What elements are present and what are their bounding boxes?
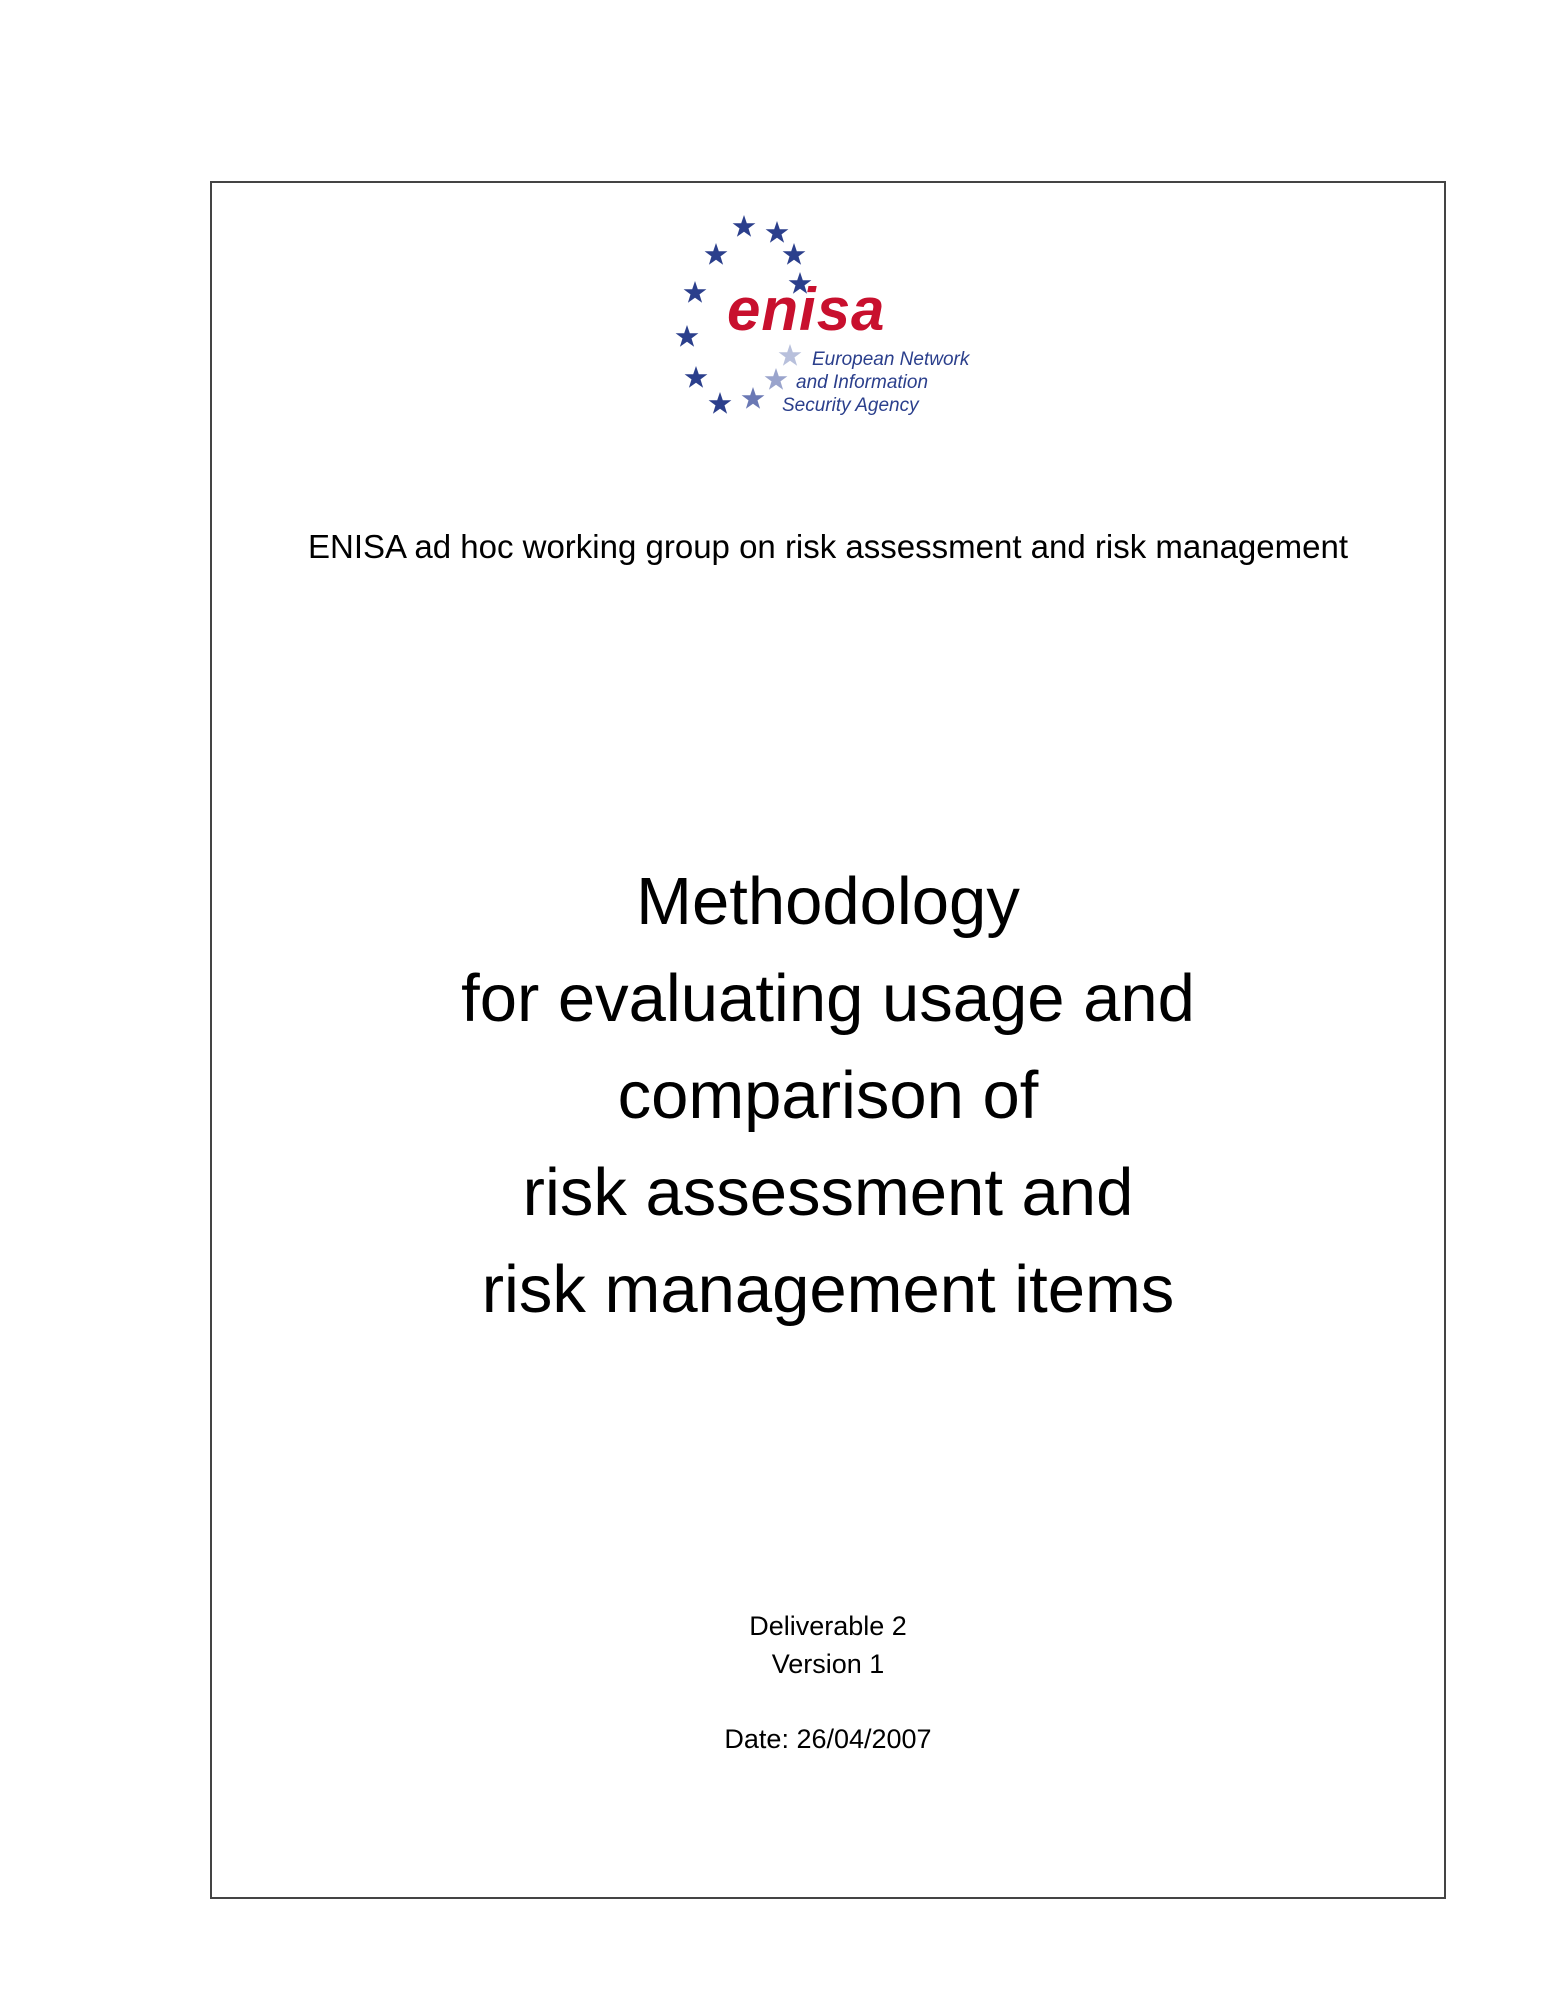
document-title [210,853,1446,1338]
deliverable-label: Deliverable 2 [749,1611,907,1641]
document-info [210,1607,1446,1758]
date-label: Date: 26/04/2007 [724,1724,932,1754]
title-line: risk assessment and [522,1155,1134,1230]
logo-tagline-line-1: European Network [812,349,970,370]
logo-tagline-line-3: Security Agency [782,395,919,416]
title-line: for evaluating usage and [461,961,1195,1036]
version-label: Version 1 [771,1649,885,1679]
enisa-logo [655,210,1005,435]
enisa-wordmark: enisa [727,276,886,343]
title-line: Methodology [636,864,1020,939]
logo-tagline-line-2: and Information [796,372,929,393]
title-line: risk management items [481,1252,1175,1327]
working-group-heading: ENISA ad hoc working group on risk assessment and risk management [307,528,1348,565]
title-line: comparison of [617,1058,1039,1133]
